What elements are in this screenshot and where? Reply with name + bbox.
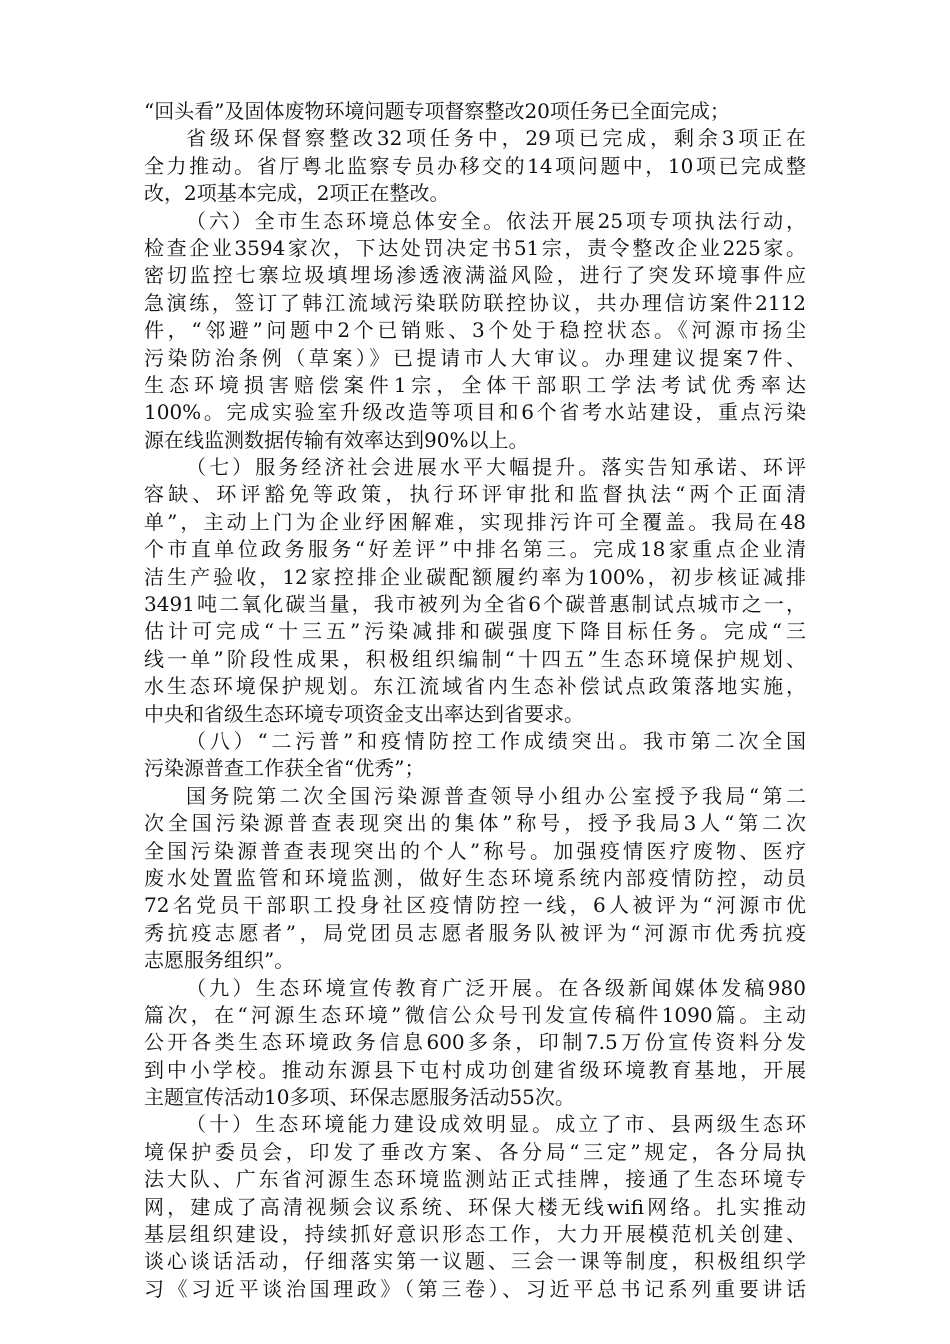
text-line: 公开各类生态环境政务信息600多条，印制7.5万份宣传资料分发 <box>144 1030 806 1055</box>
text-line: 废水处置监管和环境监测，做好生态环境系统内部疫情防控，动员 <box>144 865 806 890</box>
text-line: 基层组织建设，持续抓好意识形态工作，大力开展模范机关创建、 <box>144 1222 806 1247</box>
text-line: （八）“二污普”和疫情防控工作成绩突出。我市第二次全国 <box>186 728 806 753</box>
text-line: 改，2项基本完成，2项正在整改。 <box>144 181 450 206</box>
text-line: “回头看”及固体废物环境问题专项督察整改20项任务已全面完成； <box>144 99 730 123</box>
text-line: 估计可完成“十三五”污染减排和碳强度下降目标任务。完成“三 <box>144 619 806 644</box>
text-line: 件，“邻避”问题中2个已销账、3个处于稳控状态。《河源市扬尘 <box>144 318 806 343</box>
text-line: 到中小学校。推动东源县下屯村成功创建省级环境教育基地，开展 <box>144 1057 806 1082</box>
text-line: （七）服务经济社会进展水平大幅提升。落实告知承诺、环评 <box>186 455 806 480</box>
text-line: 国务院第二次全国污染源普查领导小组办公室授予我局“第二 <box>186 783 806 808</box>
document-page <box>144 98 806 1303</box>
text-line: 急演练，签订了韩江流域污染联防联控协议，共办理信访案件2112 <box>144 290 806 315</box>
text-line: 中央和省级生态环境专项资金支出率达到省要求。 <box>144 701 584 726</box>
text-line: 源在线监测数据传输有效率达到90%以上。 <box>144 427 529 452</box>
text-line: 境保护委员会，印发了垂改方案、各分局“三定”规定，各分局执 <box>144 1139 806 1164</box>
text-line: 生态环境损害赔偿案件1宗，全体干部职工学法考试优秀率达 <box>144 372 806 397</box>
text-line: （九）生态环境宣传教育广泛开展。在各级新闻媒体发稿980 <box>186 975 806 1000</box>
text-line: 洁生产验收，12家控排企业碳配额履约率为100%，初步核证减排 <box>144 564 806 589</box>
text-line: 主题宣传活动10多项、环保志愿服务活动55次。 <box>144 1085 575 1110</box>
text-line: 水生态环境保护规划。东江流域省内生态补偿试点政策落地实施， <box>144 674 806 699</box>
text-line: 单”，主动上门为企业纾困解难，实现排污许可全覆盖。我局在48 <box>144 509 806 534</box>
text-line: 个市直单位政务服务“好差评”中排名第三。完成18家重点企业清 <box>144 537 806 562</box>
text-line: 省级环保督察整改32项任务中，29项已完成，剩余3项正在 <box>186 126 806 151</box>
text-line: 3491吨二氧化碳当量，我市被列为全省6个碳普惠制试点城市之一， <box>144 592 806 617</box>
text-line: 检查企业3594家次，下达处罚决定书51宗，责令整改企业225家。 <box>144 235 806 260</box>
text-line: 次全国污染源普查表现突出的集体”称号，授予我局3人“第二次 <box>144 811 806 836</box>
text-line: （十）生态环境能力建设成效明显。成立了市、县两级生态环 <box>186 1112 806 1137</box>
text-line: 污染源普查工作获全省“优秀”； <box>144 756 425 781</box>
text-line: 谈心谈话活动，仔细落实第一议题、三会一课等制度，积极组织学 <box>144 1249 806 1274</box>
text-line: 污染防治条例（草案）》已提请市人大审议。办理建议提案7件、 <box>144 345 806 370</box>
text-line: 密切监控七寨垃圾填埋场渗透液满溢风险，进行了突发环境事件应 <box>144 263 806 288</box>
text-line: 72名党员干部职工投身社区疫情防控一线，6人被评为“河源市优 <box>144 893 806 918</box>
text-line: 志愿服务组织”。 <box>144 948 295 973</box>
text-line: 习《习近平谈治国理政》（第三卷）、习近平总书记系列重要讲话 <box>144 1276 806 1301</box>
text-line: 法大队、广东省河源生态环境监测站正式挂牌，接通了生态环境专 <box>144 1167 806 1192</box>
text-line: （六）全市生态环境总体安全。依法开展25项专项执法行动， <box>186 208 806 233</box>
text-line: 全国污染源普查表现突出的个人”称号。加强疫情医疗废物、医疗 <box>144 838 806 863</box>
text-line: 秀抗疫志愿者”，局党团员志愿者服务队被评为“河源市优秀抗疫 <box>144 920 806 945</box>
text-line: 篇次，在“河源生态环境”微信公众号刊发宣传稿件1090篇。主动 <box>144 1002 806 1027</box>
text-line: 100%。完成实验室升级改造等项目和6个省考水站建设，重点污染 <box>144 400 806 425</box>
text-line: 线一单”阶段性成果，积极组织编制“十四五”生态环境保护规划、 <box>144 646 806 671</box>
text-line: 容缺、环评豁免等政策，执行环评审批和监督执法“两个正面清 <box>144 482 806 507</box>
text-line: 全力推动。省厅粤北监察专员办移交的14项问题中，10项已完成整 <box>144 153 806 178</box>
text-line: 网，建成了高清视频会议系统、环保大楼无线wifi网络。扎实推动 <box>144 1194 806 1219</box>
